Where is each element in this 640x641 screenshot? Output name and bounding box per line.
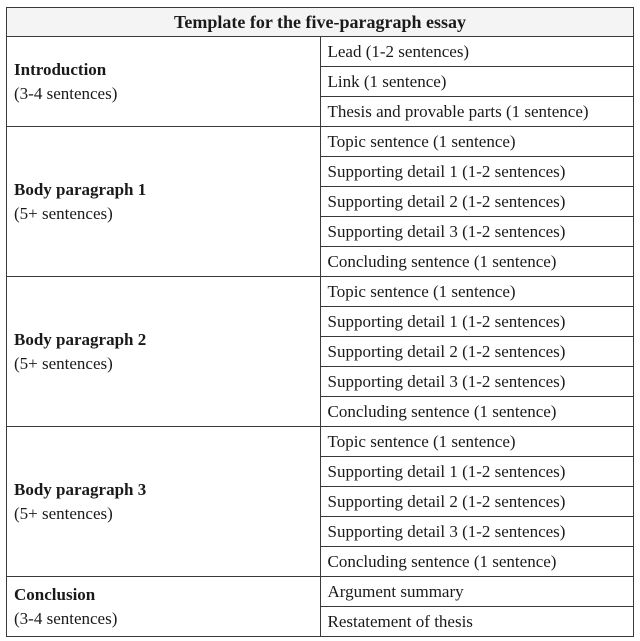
table-row [7,427,634,457]
item-cell: Supporting detail 1 (1-2 sentences) [320,457,634,487]
item-cell: Thesis and provable parts (1 sentence) [320,97,634,127]
title-row [7,8,634,37]
item-cell: Concluding sentence (1 sentence) [320,247,634,277]
section-cell [7,427,321,577]
section-note: (3-4 sentences) [14,608,118,628]
section-name: Body paragraph 3 [14,479,147,499]
section-cell [7,127,321,277]
item-cell: Supporting detail 3 (1-2 sentences) [320,217,634,247]
item-cell: Topic sentence (1 sentence) [320,277,634,307]
table-title: Template for the five-paragraph essay [7,8,634,37]
item-cell: Supporting detail 3 (1-2 sentences) [320,517,634,547]
section-name: Conclusion [14,584,96,604]
section-cell [7,577,321,637]
table-row [7,127,634,157]
item-cell: Argument summary [320,577,634,607]
section-note: (3-4 sentences) [14,83,118,103]
item-cell: Link (1 sentence) [320,67,634,97]
section-name: Body paragraph 2 [14,329,147,349]
table-row [7,277,634,307]
item-cell: Supporting detail 2 (1-2 sentences) [320,487,634,517]
section-note: (5+ sentences) [14,503,113,523]
table-row [7,37,634,67]
section-cell [7,277,321,427]
table-row [7,577,634,607]
item-cell: Lead (1-2 sentences) [320,37,634,67]
item-cell: Supporting detail 2 (1-2 sentences) [320,187,634,217]
item-cell: Supporting detail 1 (1-2 sentences) [320,307,634,337]
item-cell: Topic sentence (1 sentence) [320,427,634,457]
section-cell [7,37,321,127]
section-name: Body paragraph 1 [14,179,147,199]
item-cell: Supporting detail 3 (1-2 sentences) [320,367,634,397]
item-cell: Concluding sentence (1 sentence) [320,397,634,427]
item-cell: Topic sentence (1 sentence) [320,127,634,157]
item-cell: Restatement of thesis [320,607,634,637]
item-cell: Concluding sentence (1 sentence) [320,547,634,577]
section-note: (5+ sentences) [14,353,113,373]
section-note: (5+ sentences) [14,203,113,223]
essay-template-table [6,7,634,637]
table-body [7,8,634,637]
item-cell: Supporting detail 1 (1-2 sentences) [320,157,634,187]
item-cell: Supporting detail 2 (1-2 sentences) [320,337,634,367]
section-name: Introduction [14,59,107,79]
